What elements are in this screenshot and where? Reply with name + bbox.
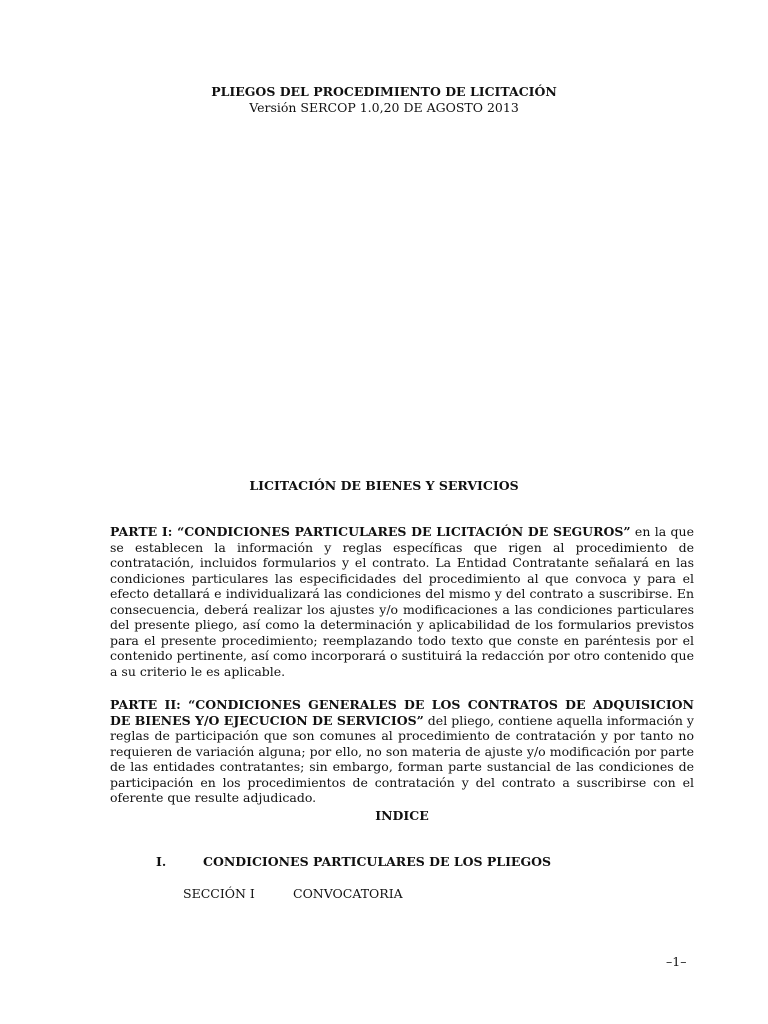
toc-item-label: CONDICIONES PARTICULARES DE LOS PLIEGOS: [203, 854, 552, 869]
document-version: Versión SERCOP 1.0,20 DE AGOSTO 2013: [249, 100, 519, 115]
parte-ii-lead: PARTE II: “CONDICIONES GENERALES DE LOS CONTRATOS DE ADQUISICION DE BIENES Y/O EJECUCION DE SERVICIOS”: [110, 697, 694, 728]
section-heading: LICITACIÓN DE BIENES Y SERVICIOS: [249, 478, 519, 493]
toc-subitem-name: CONVOCATORIA: [293, 886, 403, 901]
parte-i-paragraph: [110, 524, 694, 679]
document-header: [0, 84, 768, 116]
parte-ii-paragraph: [110, 697, 694, 806]
toc-subitem-section: SECCIÓN I: [183, 886, 255, 901]
index-heading: INDICE: [375, 808, 429, 823]
page-number: –1–: [666, 954, 687, 969]
document-title: PLIEGOS DEL PROCEDIMIENTO DE LICITACIÓN: [211, 84, 557, 99]
toc-item-number: I.: [156, 854, 167, 869]
parte-i-lead: PARTE I: “CONDICIONES PARTICULARES DE LICITACIÓN DE SEGUROS”: [110, 524, 631, 539]
parte-ii-body: del pliego, contiene aquella información y reglas de participación que son comunes al procedimiento de contratación y por tanto no requieren de variación alguna; por ello, no son materia de ajuste y/o modificación por parte de las entidades contratantes; sin embargo, forman parte sustancial de las condiciones de participación en los procedimientos de contratación y del contrato a suscribirse con el oferente que resulte adjudicado.: [110, 712, 694, 805]
parte-i-body: en la que se establecen la información y reglas específicas que rigen al procedimiento de contratación, incluidos formularios y el contrato. La Entidad Contratante señalará en las condiciones particulares las especificidades del procedimiento al que convoca y para el efecto detallará e individualizará las condiciones del mismo y del contrato a suscribirse. En consecuencia, deberá realizar los ajustes y/o modificaciones a las condiciones particulares del presente pliego, así como la determinación y aplicabilidad de los formularios previstos para el presente procedimiento; reemplazando todo texto que conste en paréntesis por el contenido pertinente, así como incorporará o sustituirá la redacción por otro contenido que a su criterio le es aplicable.: [110, 524, 694, 679]
